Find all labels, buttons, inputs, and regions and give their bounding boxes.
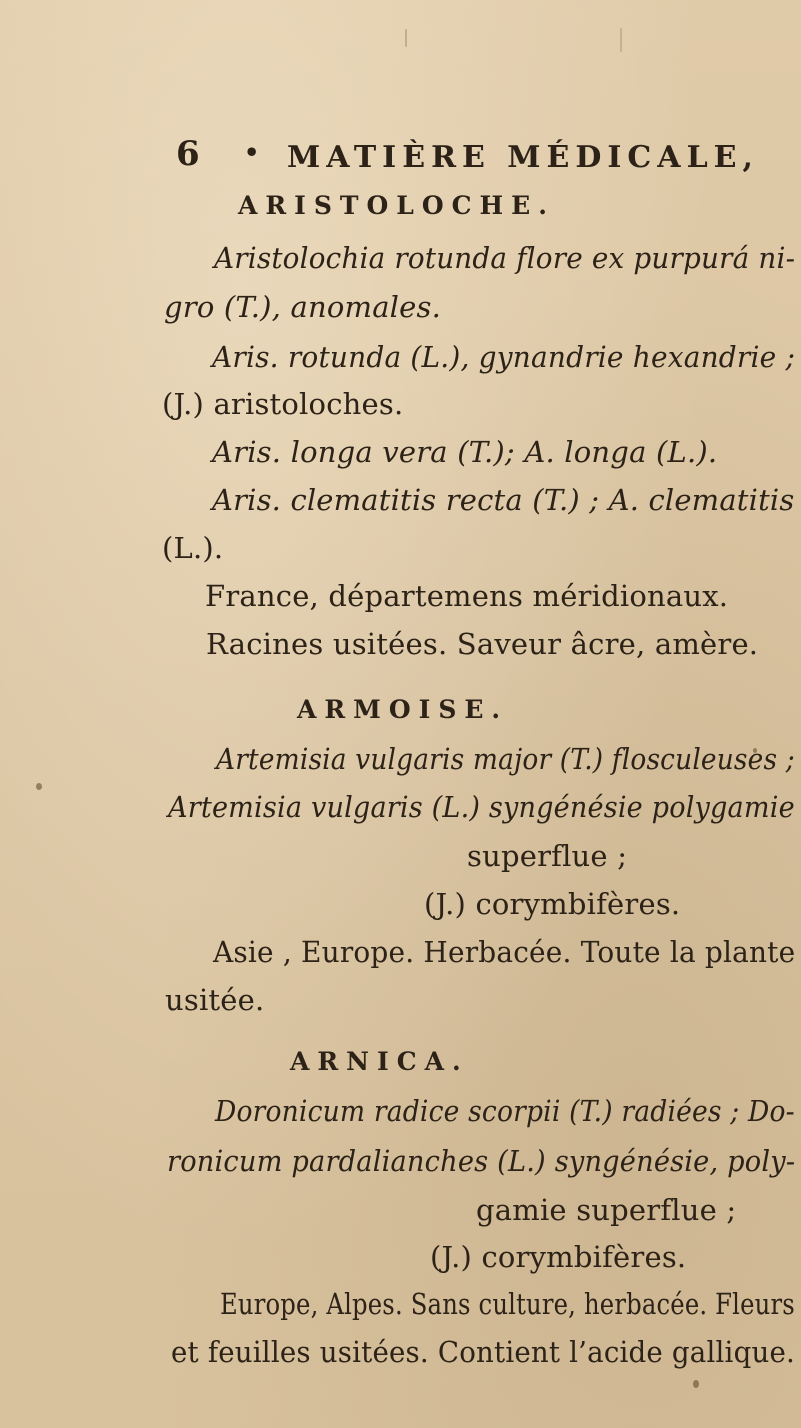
paper-speck <box>405 29 407 47</box>
text-line: gamie superflue ; <box>476 1193 737 1227</box>
text-line: Aris. rotunda (L.), gynandrie hexandrie ; <box>212 340 796 374</box>
text-line: (J.) corymbifères. <box>430 1240 687 1274</box>
text-line: usitée. <box>165 983 265 1017</box>
text-line: superflue ; <box>467 839 628 873</box>
running-title: MATIÈRE MÉDICALE, <box>287 140 759 175</box>
text-line: Aristolochia rotunda flore ex purpurá ni- <box>214 241 796 275</box>
section-title-aristoloche: ARISTOLOCHE. <box>238 191 555 220</box>
section-title-arnica: ARNICA. <box>290 1047 469 1076</box>
section-title-armoise: ARMOISE. <box>297 695 509 724</box>
text-line: Asie , Europe. Herbacée. Toute la plante <box>213 935 796 969</box>
text-line: Racines usitées. Saveur âcre, amère. <box>206 627 759 661</box>
text-line: ronicum pardalianches (L.) syngénésie, poly- <box>167 1144 796 1178</box>
paper-speck <box>620 28 622 52</box>
text-line: (J.) aristoloches. <box>162 387 404 421</box>
text-line: Doronicum radice scorpii (T.) radiées ; Do- <box>215 1094 795 1128</box>
text-line: et feuilles usitées. Contient l’acide gallique. <box>171 1335 795 1369</box>
text-line: (J.) corymbifères. <box>424 887 681 921</box>
text-line: Europe, Alpes. Sans culture, herbacée. Fleurs <box>220 1287 795 1321</box>
text-line: France, départemens méridionaux. <box>205 579 729 613</box>
page-number: 6 <box>176 134 200 174</box>
paper-speck <box>693 1380 699 1388</box>
paper-speck <box>36 783 42 790</box>
text-line: Artemisia vulgaris major (T.) flosculeuses ; <box>216 742 795 776</box>
text-line: gro (T.), anomales. <box>164 290 442 324</box>
text-line: Aris. longa vera (T.); A. longa (L.). <box>212 435 718 469</box>
text-line: Aris. clematitis recta (T.) ; A. clematitis <box>212 483 795 517</box>
text-line: (L.). <box>162 531 224 565</box>
header-separator: • <box>244 138 260 167</box>
text-line: Artemisia vulgaris (L.) syngénésie polygamie <box>168 790 795 824</box>
